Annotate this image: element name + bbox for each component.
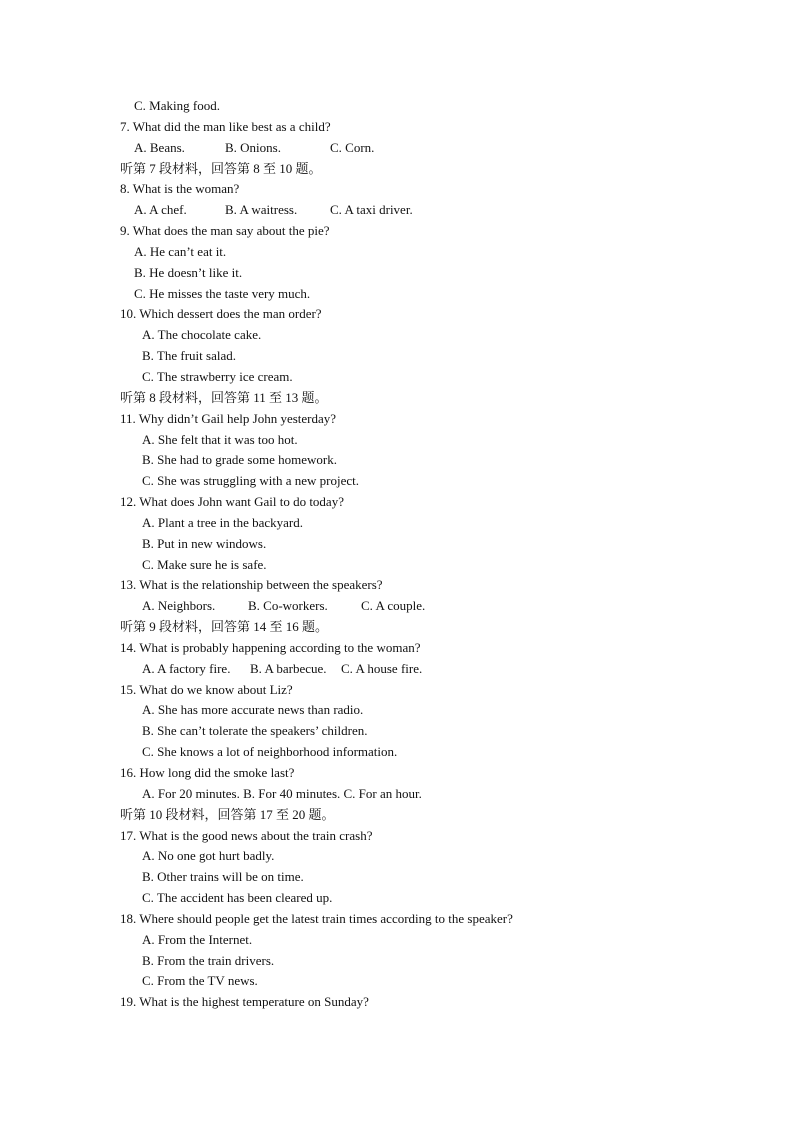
answer-option: C. She was struggling with a new project. (142, 473, 359, 489)
question-text: 7. What did the man like best as a child? (120, 118, 331, 134)
answer-option: B. The fruit salad. (142, 348, 236, 364)
answer-option: B. She can’t tolerate the speakers’ children. (142, 723, 368, 739)
answer-option: C. From the TV news. (142, 973, 258, 989)
section-instruction: 听第 10 段材料，回答第 17 至 20 题。 (120, 806, 335, 822)
answer-option-row (0, 659, 794, 680)
question-text: 12. What does John want Gail to do today? (120, 494, 344, 510)
answer-option: C. She knows a lot of neighborhood information. (142, 744, 398, 760)
answer-option: C. Corn. (330, 139, 375, 155)
answer-option-row (0, 138, 794, 159)
question-text: 10. Which dessert does the man order? (120, 306, 322, 322)
question-text: 14. What is probably happening according to the woman? (120, 639, 421, 655)
answer-option: A. Plant a tree in the backyard. (142, 514, 303, 530)
answer-option: C. He misses the taste very much. (134, 285, 311, 301)
answer-option: C. Making food. (134, 98, 220, 113)
answer-option: C. A couple. (361, 598, 426, 614)
answer-option: A. She felt that it was too hot. (142, 431, 298, 447)
answer-option: C. A taxi driver. (330, 202, 413, 218)
answer-option: A. Beans. (134, 139, 185, 155)
question-text: 19. What is the highest temperature on Sunday? (120, 994, 369, 1010)
answer-option: C. A house fire. (341, 660, 423, 676)
question-text: 13. What is the relationship between the speakers? (120, 577, 383, 593)
answer-option: C. The accident has been cleared up. (142, 890, 333, 906)
question-text: 8. What is the woman? (120, 181, 240, 197)
answer-option: A. He can’t eat it. (134, 243, 227, 259)
answer-option: B. Onions. (225, 139, 281, 155)
answer-option: B. A barbecue. (250, 660, 327, 676)
section-instruction: 听第 9 段材料，回答第 14 至 16 题。 (120, 619, 329, 635)
answer-option: B. Co-workers. (248, 598, 328, 614)
answer-option: A. A chef. (134, 202, 187, 218)
answer-option: A. The chocolate cake. (142, 327, 262, 343)
answer-option: A. She has more accurate news than radio. (142, 702, 364, 718)
question-text: 9. What does the man say about the pie? (120, 223, 330, 239)
question-text: 15. What do we know about Liz? (120, 681, 293, 697)
exam-page (0, 96, 794, 1013)
section-instruction: 听第 7 段材料，回答第 8 至 10 题。 (120, 160, 322, 176)
question-text: 18. Where should people get the latest train times according to the speaker? (120, 910, 513, 926)
answer-option: A. A factory fire. (142, 660, 231, 676)
answer-option: A. For 20 minutes. B. For 40 minutes. C. For an hour. (142, 785, 422, 801)
answer-option: B. From the train drivers. (142, 952, 275, 968)
section-instruction: 听第 8 段材料，回答第 11 至 13 题。 (120, 389, 328, 405)
answer-option-row (0, 596, 794, 617)
question-text: 11. Why didn’t Gail help John yesterday? (120, 410, 337, 426)
answer-option: B. A waitress. (225, 202, 298, 218)
answer-option: A. From the Internet. (142, 931, 253, 947)
answer-option: B. Other trains will be on time. (142, 869, 304, 885)
answer-option: B. She had to grade some homework. (142, 452, 337, 468)
answer-option: C. Make sure he is safe. (142, 556, 267, 572)
answer-option-row (0, 200, 794, 221)
answer-option: A. No one got hurt badly. (142, 848, 275, 864)
question-text: 17. What is the good news about the train crash? (120, 827, 373, 843)
answer-option: A. Neighbors. (142, 598, 216, 614)
answer-option: B. Put in new windows. (142, 535, 267, 551)
question-text: 16. How long did the smoke last? (120, 765, 295, 780)
answer-option: B. He doesn’t like it. (134, 264, 243, 280)
answer-option: C. The strawberry ice cream. (142, 368, 293, 384)
